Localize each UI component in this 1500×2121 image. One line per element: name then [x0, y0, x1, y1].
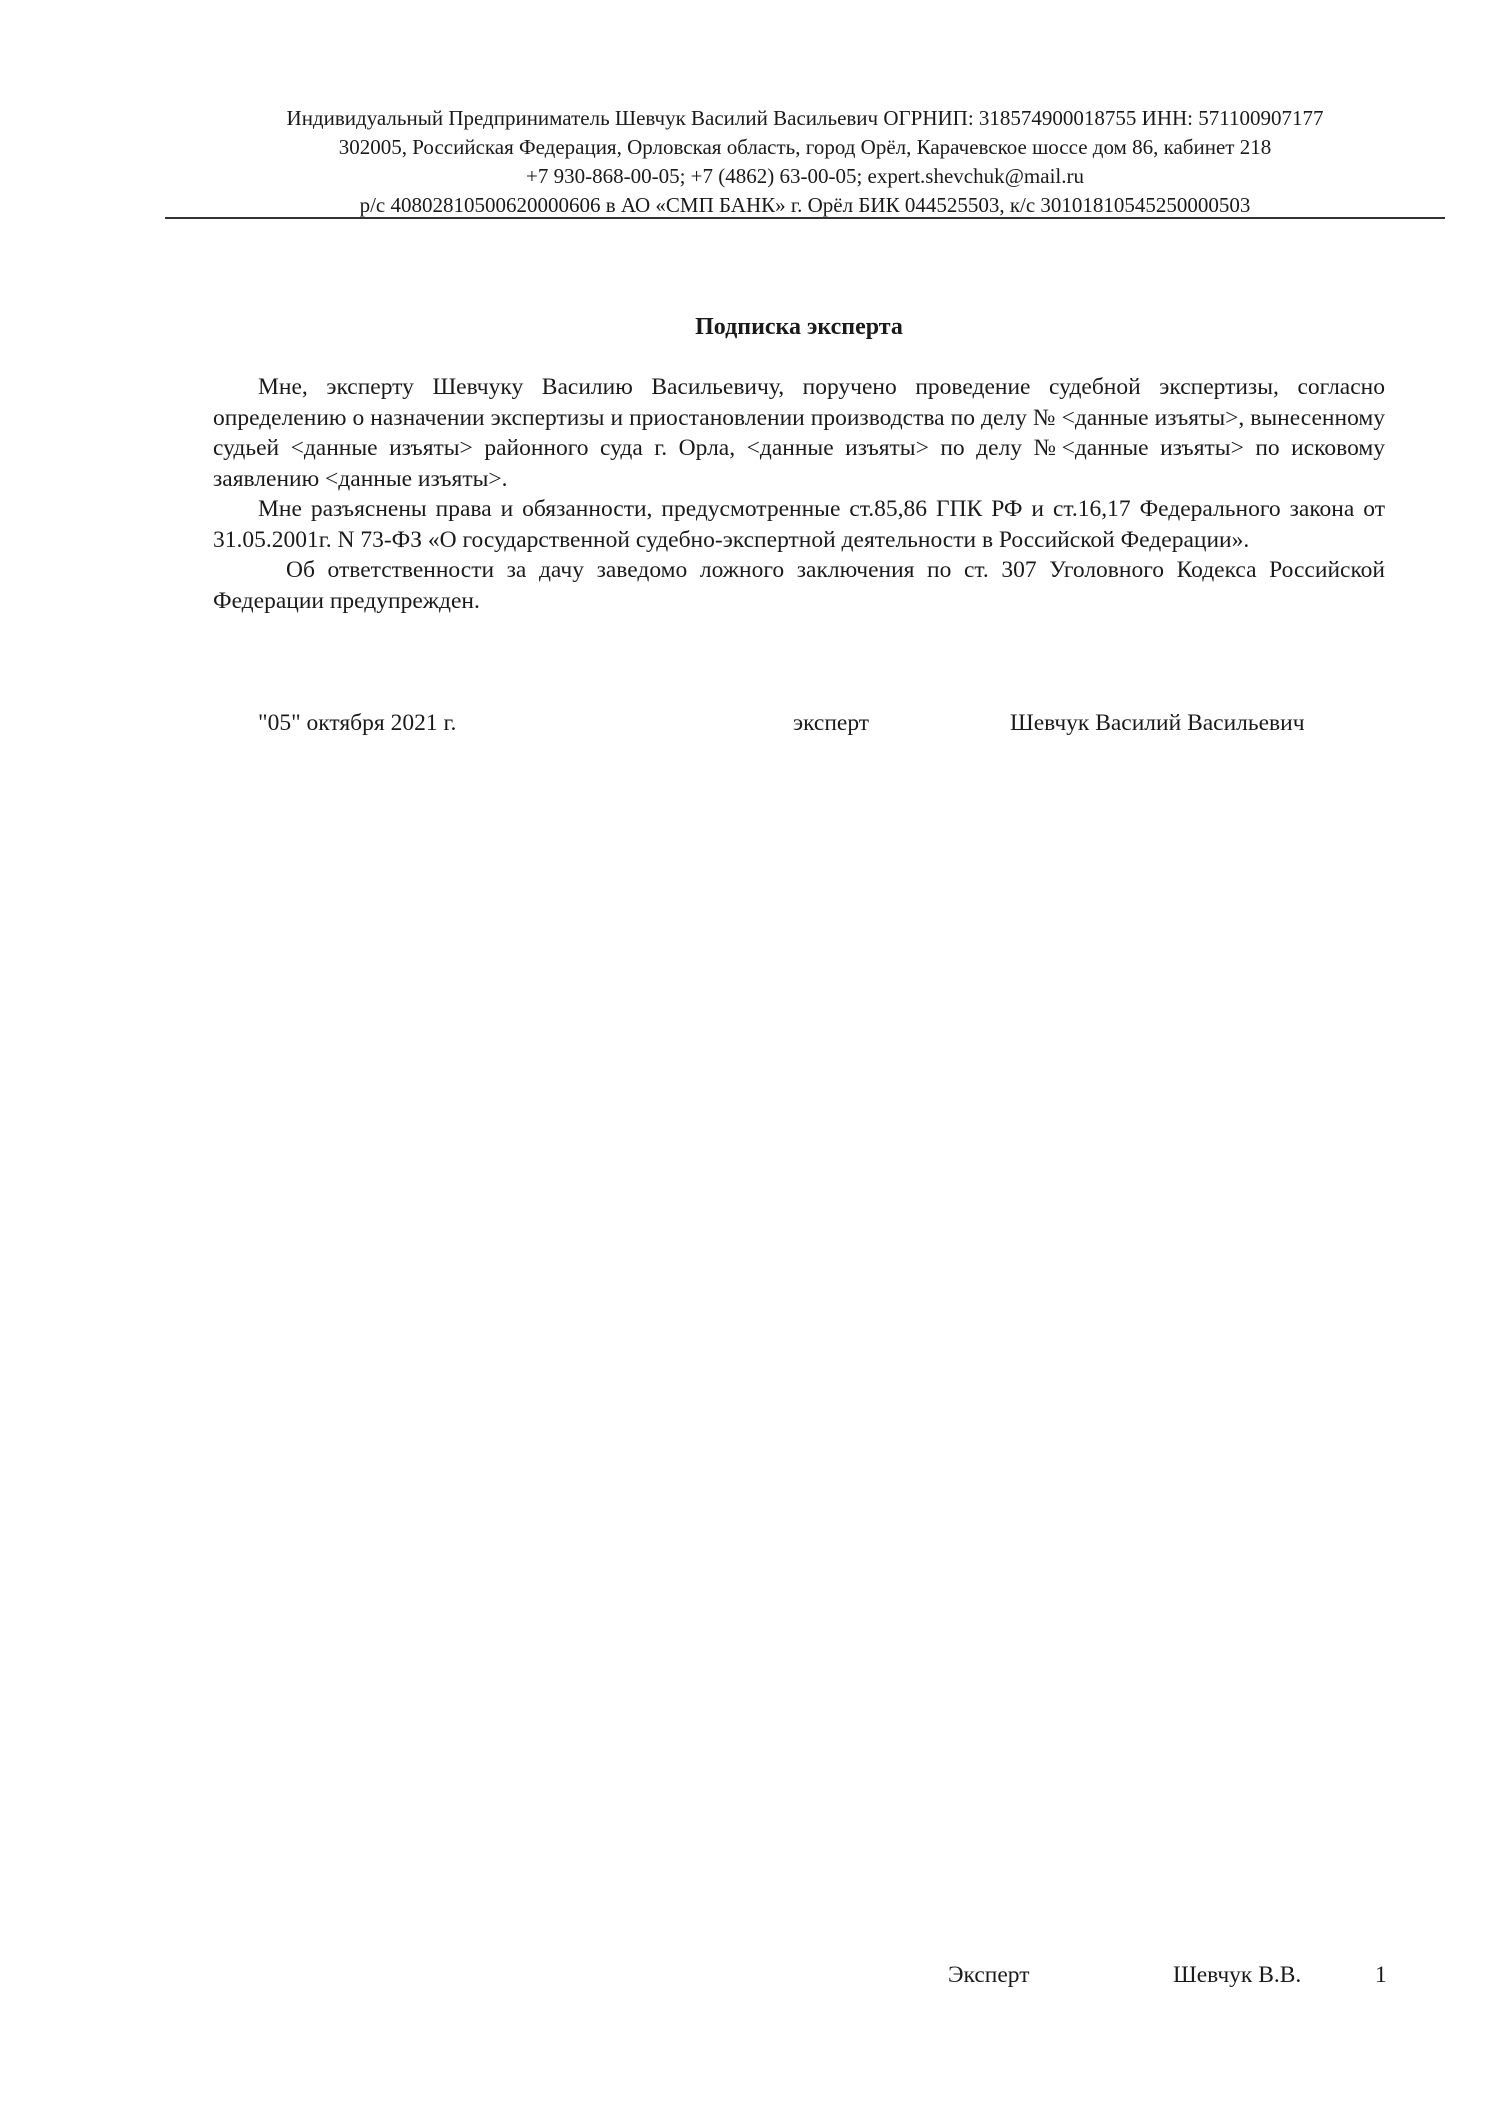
document-body	[213, 372, 1385, 616]
page-number: 1	[1375, 1962, 1387, 1988]
assignment-paragraph: Мне, эксперту Шевчуку Василию Васильевичу, поручено проведение судебной экспертизы, согласно определению о назначении экспертизы и приостановлении производства по делу № <данные изъяты>, вынесенному судьей <данные изъяты> районного суда г. Орла, <данные изъяты> по делу №<данные изъяты> по исковому заявлению <данные изъяты>.	[213, 374, 1385, 492]
document-title: Подписка эксперта	[695, 314, 903, 340]
letterhead-address-line: 302005, Российская Федерация, Орловская область, город Орёл, Карачевское шоссе дом 86, кабинет 218	[338, 135, 1272, 159]
signature-role: эксперт	[793, 710, 870, 736]
footer-name: Шевчук В.В.	[1173, 1962, 1302, 1988]
signature-name: Шевчук Василий Васильевич	[1010, 710, 1305, 736]
rights-paragraph: Мне разъяснены права и обязанности, предусмотренные ст.85,86 ГПК РФ и ст.16,17 Федерального закона от 31.05.2001г. N 73-ФЗ «О государственной судебно-экспертной деятельности в Российской Федерации».	[213, 496, 1385, 553]
footer-role: Эксперт	[948, 1962, 1030, 1988]
header-divider	[165, 217, 1445, 219]
letterhead-contacts-line: +7 930-868-00-05; +7 (4862) 63-00-05; expert.shevchuk@mail.ru	[526, 164, 1084, 188]
letterhead-entrepreneur-line: Индивидуальный Предприниматель Шевчук Василий Васильевич ОГРНИП: 318574900018755 ИНН: 571100907177	[286, 106, 1324, 130]
signature-row	[0, 708, 1500, 740]
liability-paragraph: Об ответственности за дачу заведомо ложного заключения по ст. 307 Уголовного Кодекса Российской Федерации предупрежден.	[213, 557, 1385, 614]
letterhead-bank-line: р/с 40802810500620000606 в АО «СМП БАНК» г. Орёл БИК 044525503, к/с 30101810545250000503	[359, 193, 1251, 217]
letterhead	[165, 104, 1445, 220]
signature-date: "05" октября 2021 г.	[258, 710, 457, 736]
page-footer	[0, 1960, 1500, 1992]
